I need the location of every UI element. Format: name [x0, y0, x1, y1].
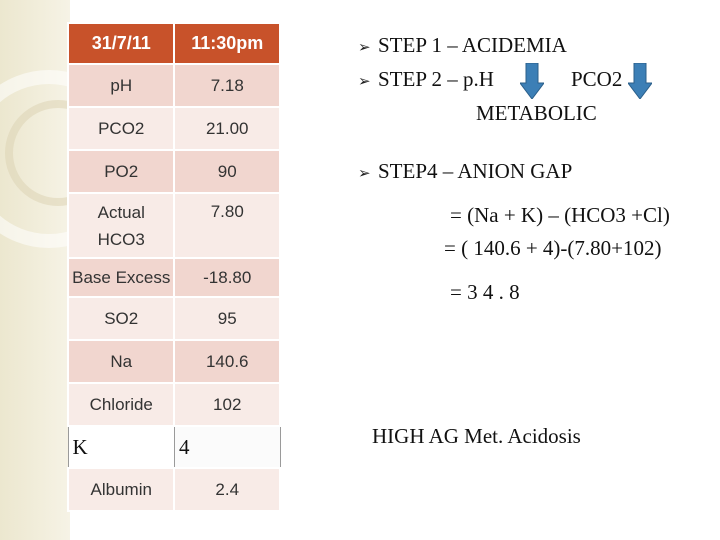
step2-metabolic-text: METABOLIC: [476, 101, 597, 125]
row-value: -18.80: [174, 258, 280, 297]
row-value: 95: [174, 297, 280, 340]
table-row-k: [68, 426, 280, 468]
arrow-bullet-icon: ➢: [358, 164, 371, 182]
anion-gap-result: = 3 4 . 8: [450, 280, 520, 304]
row-value: 4: [174, 426, 280, 468]
row-value: 2.4: [174, 468, 280, 511]
row-value: 102: [174, 383, 280, 426]
table-row-ph: [68, 64, 280, 107]
row-label: K: [68, 426, 174, 468]
arrow-bullet-icon: ➢: [358, 38, 371, 56]
row-label: Na: [68, 340, 174, 383]
step2-text: STEP 2 – p.H: [378, 67, 494, 91]
table-row-hco3: [68, 193, 280, 258]
decorative-side-band: [0, 0, 70, 540]
anion-gap-formula: = (Na + K) – (HCO3 +Cl): [450, 203, 670, 227]
table-row-albumin: [68, 468, 280, 511]
conclusion-text: HIGH AG Met. Acidosis: [372, 424, 581, 448]
table-row-base-excess: [68, 258, 280, 297]
lab-results-table: [67, 22, 281, 512]
row-label: Albumin: [68, 468, 174, 511]
row-value: 7.18: [174, 64, 280, 107]
row-label: Base Excess: [68, 258, 174, 297]
row-label: [68, 193, 174, 258]
anion-gap-substitution: = ( 140.6 + 4)-(7.80+102): [444, 236, 662, 260]
table-row-chloride: [68, 383, 280, 426]
down-arrow-icon: [520, 63, 544, 99]
row-value: 140.6: [174, 340, 280, 383]
step2-pco2-text: PCO2: [571, 67, 623, 91]
row-value: 21.00: [174, 107, 280, 150]
arrow-bullet-icon: ➢: [358, 72, 371, 90]
row-label: Chloride: [68, 383, 174, 426]
row-value: 90: [174, 150, 280, 193]
table-header-row: [68, 23, 280, 64]
header-date: 31/7/11: [68, 23, 174, 64]
row-label: SO2: [68, 297, 174, 340]
table-row-na: [68, 340, 280, 383]
row-label: pH: [68, 64, 174, 107]
down-arrow-icon: [628, 63, 652, 99]
step4-text: STEP4 – ANION GAP: [378, 159, 573, 183]
header-time: 11:30pm: [174, 23, 280, 64]
step1-text: STEP 1 – ACIDEMIA: [378, 33, 567, 57]
row-value: 7.80: [174, 193, 280, 258]
row-label: PO2: [68, 150, 174, 193]
table-row-po2: [68, 150, 280, 193]
table-row-pco2: [68, 107, 280, 150]
row-label-text: Actual HCO3: [97, 202, 145, 249]
table-row-so2: [68, 297, 280, 340]
row-label: PCO2: [68, 107, 174, 150]
